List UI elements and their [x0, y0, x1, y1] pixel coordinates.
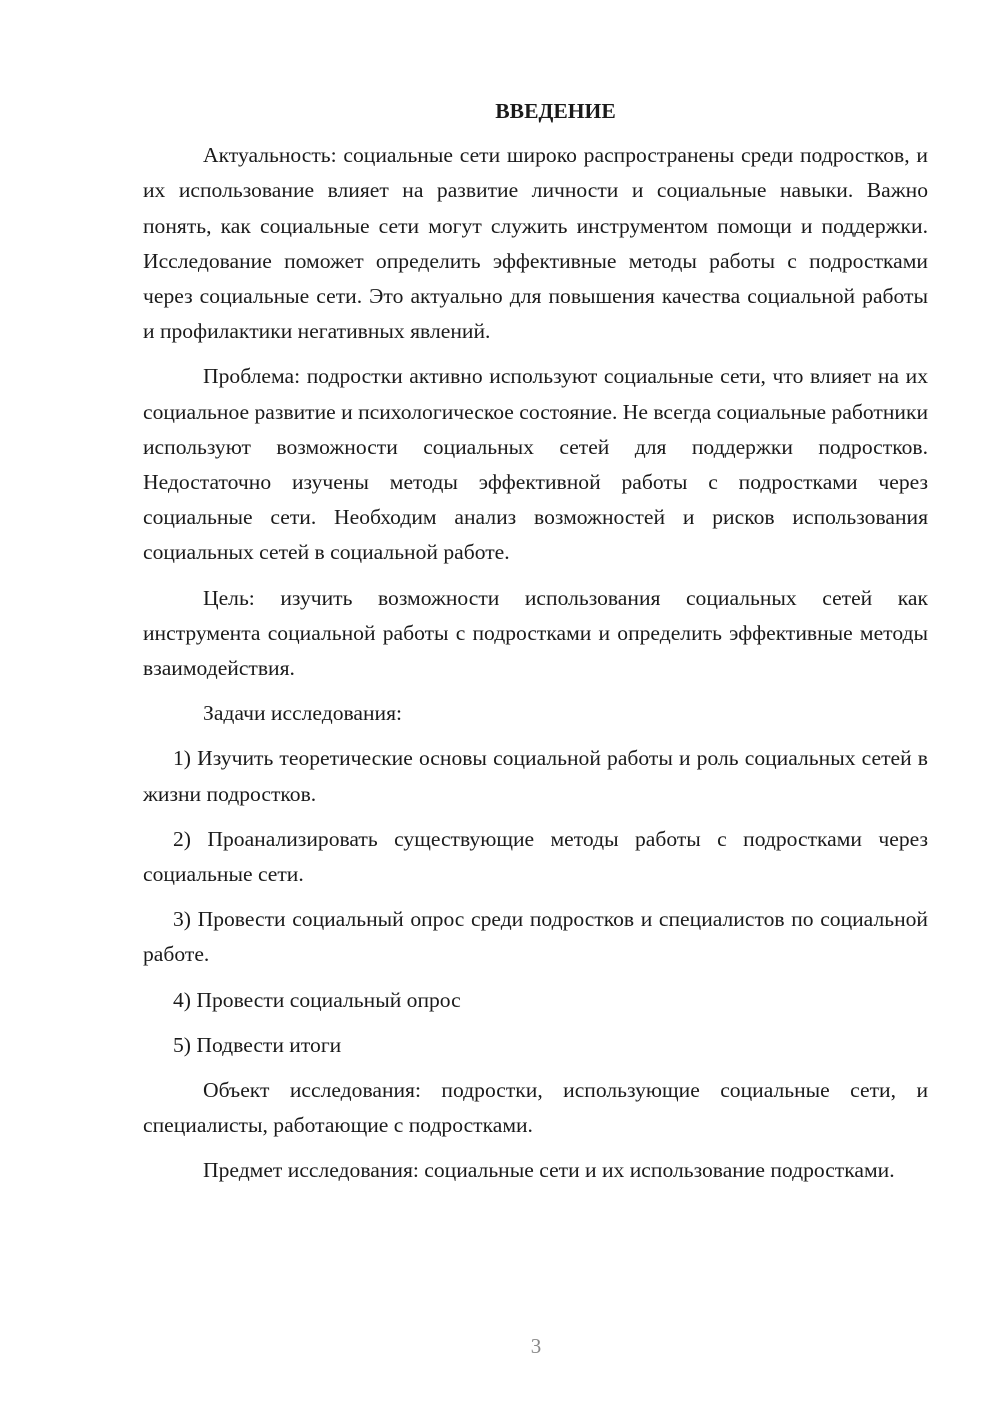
task-item-3: 3) Провести социальный опрос среди подростков и специалистов по социальной работе. [143, 907, 928, 967]
tasks-heading: Задачи исследования: [203, 701, 403, 726]
page-number: 3 [530, 1334, 542, 1358]
goal-paragraph: Цель: изучить возможности использования социальных сетей как инструмента социальной работы с подростками и определить эффективные методы взаимодействия. [143, 585, 928, 681]
relevance-paragraph: Актуальность: социальные сети широко распространены среди подростков, и их использование влияет на развитие личности и социальные навыки. Важно понять, как социальные сети могут служить инструментом помощи и поддержки. Исследование поможет определить эффективные методы работы с подростками через социальные сети. Это актуально для повышения качества социальной работы и профилактики негативных явлений. [143, 143, 928, 344]
task-item-5: 5) Подвести итоги [173, 1032, 342, 1057]
task-item-4: 4) Провести социальный опрос [173, 987, 461, 1012]
object-paragraph: Объект исследования: подростки, использующие социальные сети, и специалисты, работающие с подростками. [143, 1078, 928, 1138]
task-item-2: 2) Проанализировать существующие методы работы с подростками через социальные сети. [143, 826, 928, 887]
page-body [143, 94, 928, 1199]
problem-paragraph: Проблема: подростки активно используют социальные сети, что влияет на их социальное развитие и психологическое состояние. Не всегда социальные работники используют возможности социальных сетей для поддержки подростков. Недостаточно изучены методы эффективной работы с подростками через социальные сети. Необходим анализ возможностей и рисков использования социальных сетей в социальной работе. [143, 364, 928, 565]
page-title: ВВЕДЕНИЕ [495, 99, 616, 123]
subject-paragraph: Предмет исследования: социальные сети и их использование подростками. [203, 1158, 895, 1183]
task-item-1: 1) Изучить теоретические основы социальной работы и роль социальных сетей в жизни подростков. [143, 746, 928, 806]
